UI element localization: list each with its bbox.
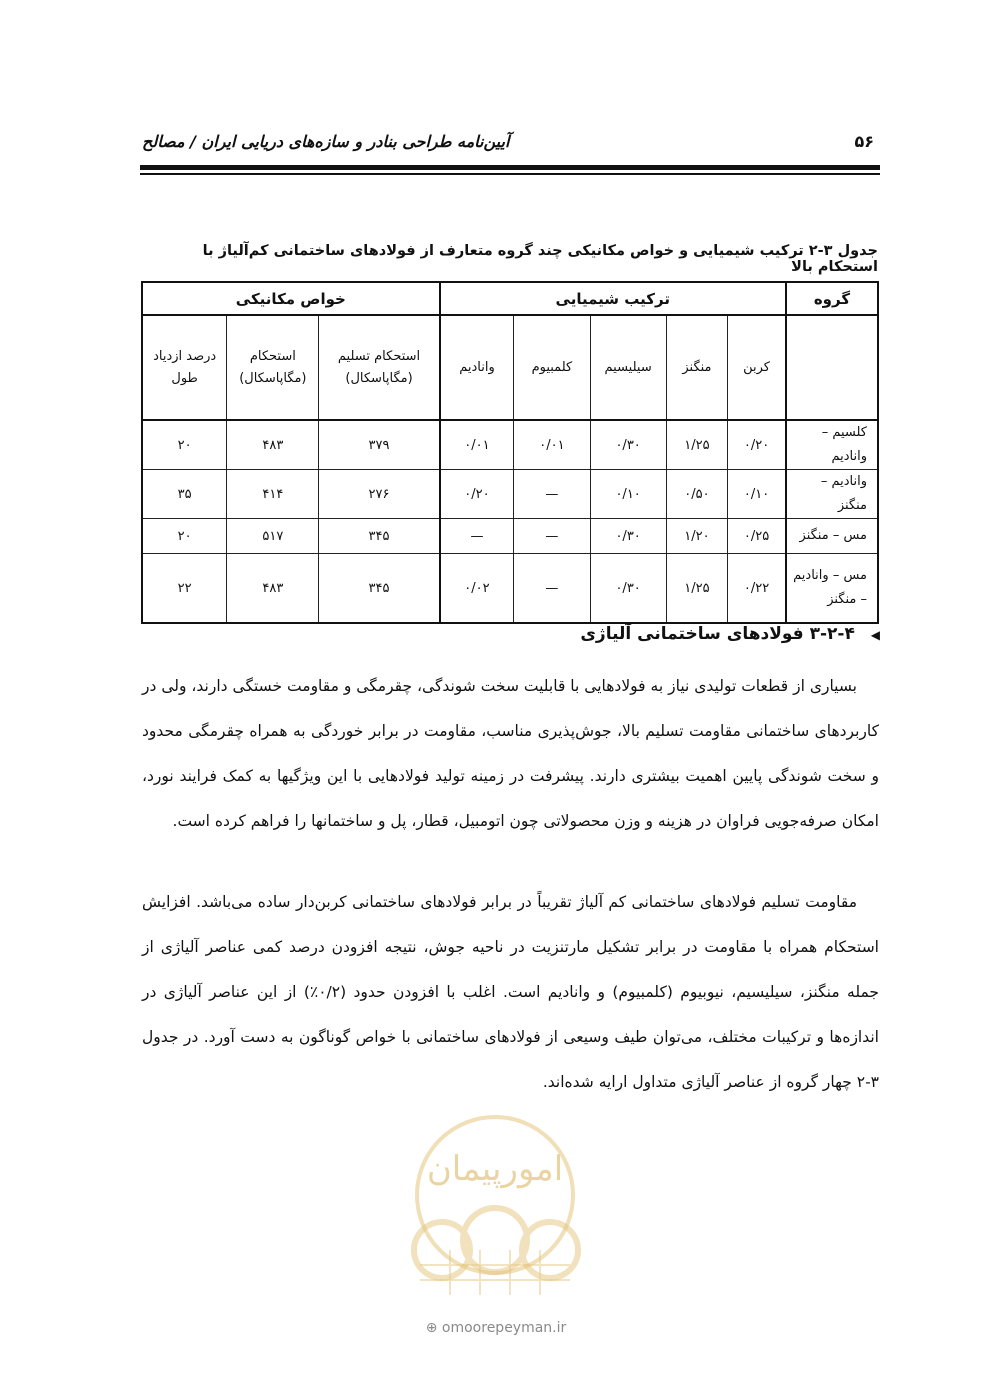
cell-columbium: —: [514, 519, 590, 554]
cell-vanadium: ۰/۰۱: [440, 420, 514, 470]
header-group: گروه: [786, 282, 878, 315]
cell-tensile-strength: ۴۸۳: [227, 420, 319, 470]
header-tensile-strength: استحکام (مگاپاسکال): [227, 315, 319, 420]
watermark-url-text: omoorepeyman.ir: [441, 1320, 567, 1336]
cell-tensile-strength: ۵۱۷: [227, 519, 319, 554]
header-chemical-composition: ترکیب شیمیایی: [440, 282, 786, 315]
cell-elongation: ۲۲: [142, 554, 227, 624]
cell-carbon: ۰/۲۵: [728, 519, 786, 554]
cell-carbon: ۰/۲۲: [728, 554, 786, 624]
header-vanadium: وانادیم: [440, 315, 514, 420]
watermark-logo-text: امورپیمان: [426, 1149, 564, 1189]
paragraph-1: بسیاری از قطعات تولیدی نیاز به فولادهایی با قابلیت سخت شوندگی، چقرمگی و مقاومت خستگی دارند، ولی در کاربردهای ساختمانی مقاومت تسلیم بالا، جوش‌پذیری مناسب، مقاومت در برابر خوردگی به همراه چقرمگی محدود و سخت شوندگی پایین اهمیت بیشتری دارند. پیشرفت در زمینه تولید فولادهایی با این ویژگیها به کمک فرایند نورد، امکان صرفه‌جویی فراوان در هزینه و وزن محصولاتی چون اتومبیل، قطار، پل و ساختمانها را فراهم کرده است.: [142, 677, 879, 830]
cell-group: مس – وانادیم – منگنز: [786, 554, 878, 624]
section-title: فولادهای ساختمانی آلیاژی: [580, 624, 804, 644]
cell-group: وانادیم – منگنز: [786, 470, 878, 519]
cell-manganese: ۱/۲۵: [666, 420, 727, 470]
cell-yield-strength: ۲۷۶: [319, 470, 440, 519]
cell-columbium: —: [514, 554, 590, 624]
cell-yield-strength: ۳۷۹: [319, 420, 440, 470]
cell-silicon: ۰/۳۰: [590, 420, 666, 470]
watermark-url: [0, 1320, 992, 1336]
section-number: ۳-۲-۴: [809, 624, 855, 644]
cell-silicon: ۰/۳۰: [590, 554, 666, 624]
table-row: [142, 519, 878, 554]
cell-carbon: ۰/۲۰: [728, 420, 786, 470]
header-rule-thick: [140, 165, 880, 170]
cell-silicon: ۰/۳۰: [590, 519, 666, 554]
cell-yield-strength: ۳۴۵: [319, 554, 440, 624]
cell-vanadium: ۰/۲۰: [440, 470, 514, 519]
cell-vanadium: ۰/۰۲: [440, 554, 514, 624]
header-elongation: درصد ازدیاد طول: [142, 315, 227, 420]
watermark-logo: [380, 1100, 610, 1300]
header-columbium: کلمبیوم: [514, 315, 590, 420]
page-number: ۵۶: [854, 132, 874, 151]
cell-silicon: ۰/۱۰: [590, 470, 666, 519]
header-carbon: کربن: [728, 315, 786, 420]
bullet-triangle-icon: ◀: [870, 628, 880, 642]
cell-elongation: ۲۰: [142, 420, 227, 470]
header-rule-thin: [140, 173, 880, 175]
alloy-steel-table: [141, 281, 879, 624]
running-title: آیین‌نامه طراحی بنادر و سازه‌های دریایی ایران / مصالح: [142, 132, 510, 151]
cell-carbon: ۰/۱۰: [728, 470, 786, 519]
cell-columbium: ۰/۰۱: [514, 420, 590, 470]
table-row: [142, 420, 878, 470]
cell-tensile-strength: ۴۸۳: [227, 554, 319, 624]
header-group-blank: [786, 315, 878, 420]
cell-columbium: —: [514, 470, 590, 519]
header-mechanical-properties: خواص مکانیکی: [142, 282, 440, 315]
table-caption: جدول ۳-۲ ترکیب شیمیایی و خواص مکانیکی چند گروه متعارف از فولادهای ساختمانی کم‌آلیاژ با استحکام بالا: [202, 243, 878, 275]
header-silicon: سیلیسیم: [590, 315, 666, 420]
section-heading: [580, 624, 880, 644]
cell-manganese: ۱/۲۵: [666, 554, 727, 624]
table-row: [142, 554, 878, 624]
cell-group: مس – منگنز: [786, 519, 878, 554]
cell-elongation: ۲۰: [142, 519, 227, 554]
table-row: [142, 470, 878, 519]
cell-group: کلسیم – وانادیم: [786, 420, 878, 470]
cell-tensile-strength: ۴۱۴: [227, 470, 319, 519]
cell-manganese: ۰/۵۰: [666, 470, 727, 519]
header-yield-strength: استحکام تسلیم (مگاپاسکال): [319, 315, 440, 420]
cell-manganese: ۱/۲۰: [666, 519, 727, 554]
globe-icon: ⊕: [425, 1320, 438, 1336]
paragraph-2: مقاومت تسلیم فولادهای ساختمانی کم آلیاژ تقریباً در برابر فولادهای ساختمانی کربن‌دار ساده می‌باشد. افزایش استحکام همراه با مقاومت در برابر تشکیل مارتنزیت در ناحیه جوش، نتیجه افزودن درصد کمی عناصر آلیاژی از جمله منگنز، سیلیسیم، نیوبیوم (کلمبیوم) و وانادیم است. اغلب با افزودن حدود (۰/۲٪) از این عناصر آلیاژی در اندازه‌ها و ترکیبات مختلف، می‌توان طیف وسیعی از فولادهای ساختمانی با خواص گوناگون به دست آورد. در جدول ۳-۲ چهار گروه از عناصر آلیاژی متداول ارایه شده‌اند.: [142, 893, 879, 1091]
header-manganese: منگنز: [666, 315, 727, 420]
cell-yield-strength: ۳۴۵: [319, 519, 440, 554]
cell-vanadium: —: [440, 519, 514, 554]
cell-elongation: ۳۵: [142, 470, 227, 519]
